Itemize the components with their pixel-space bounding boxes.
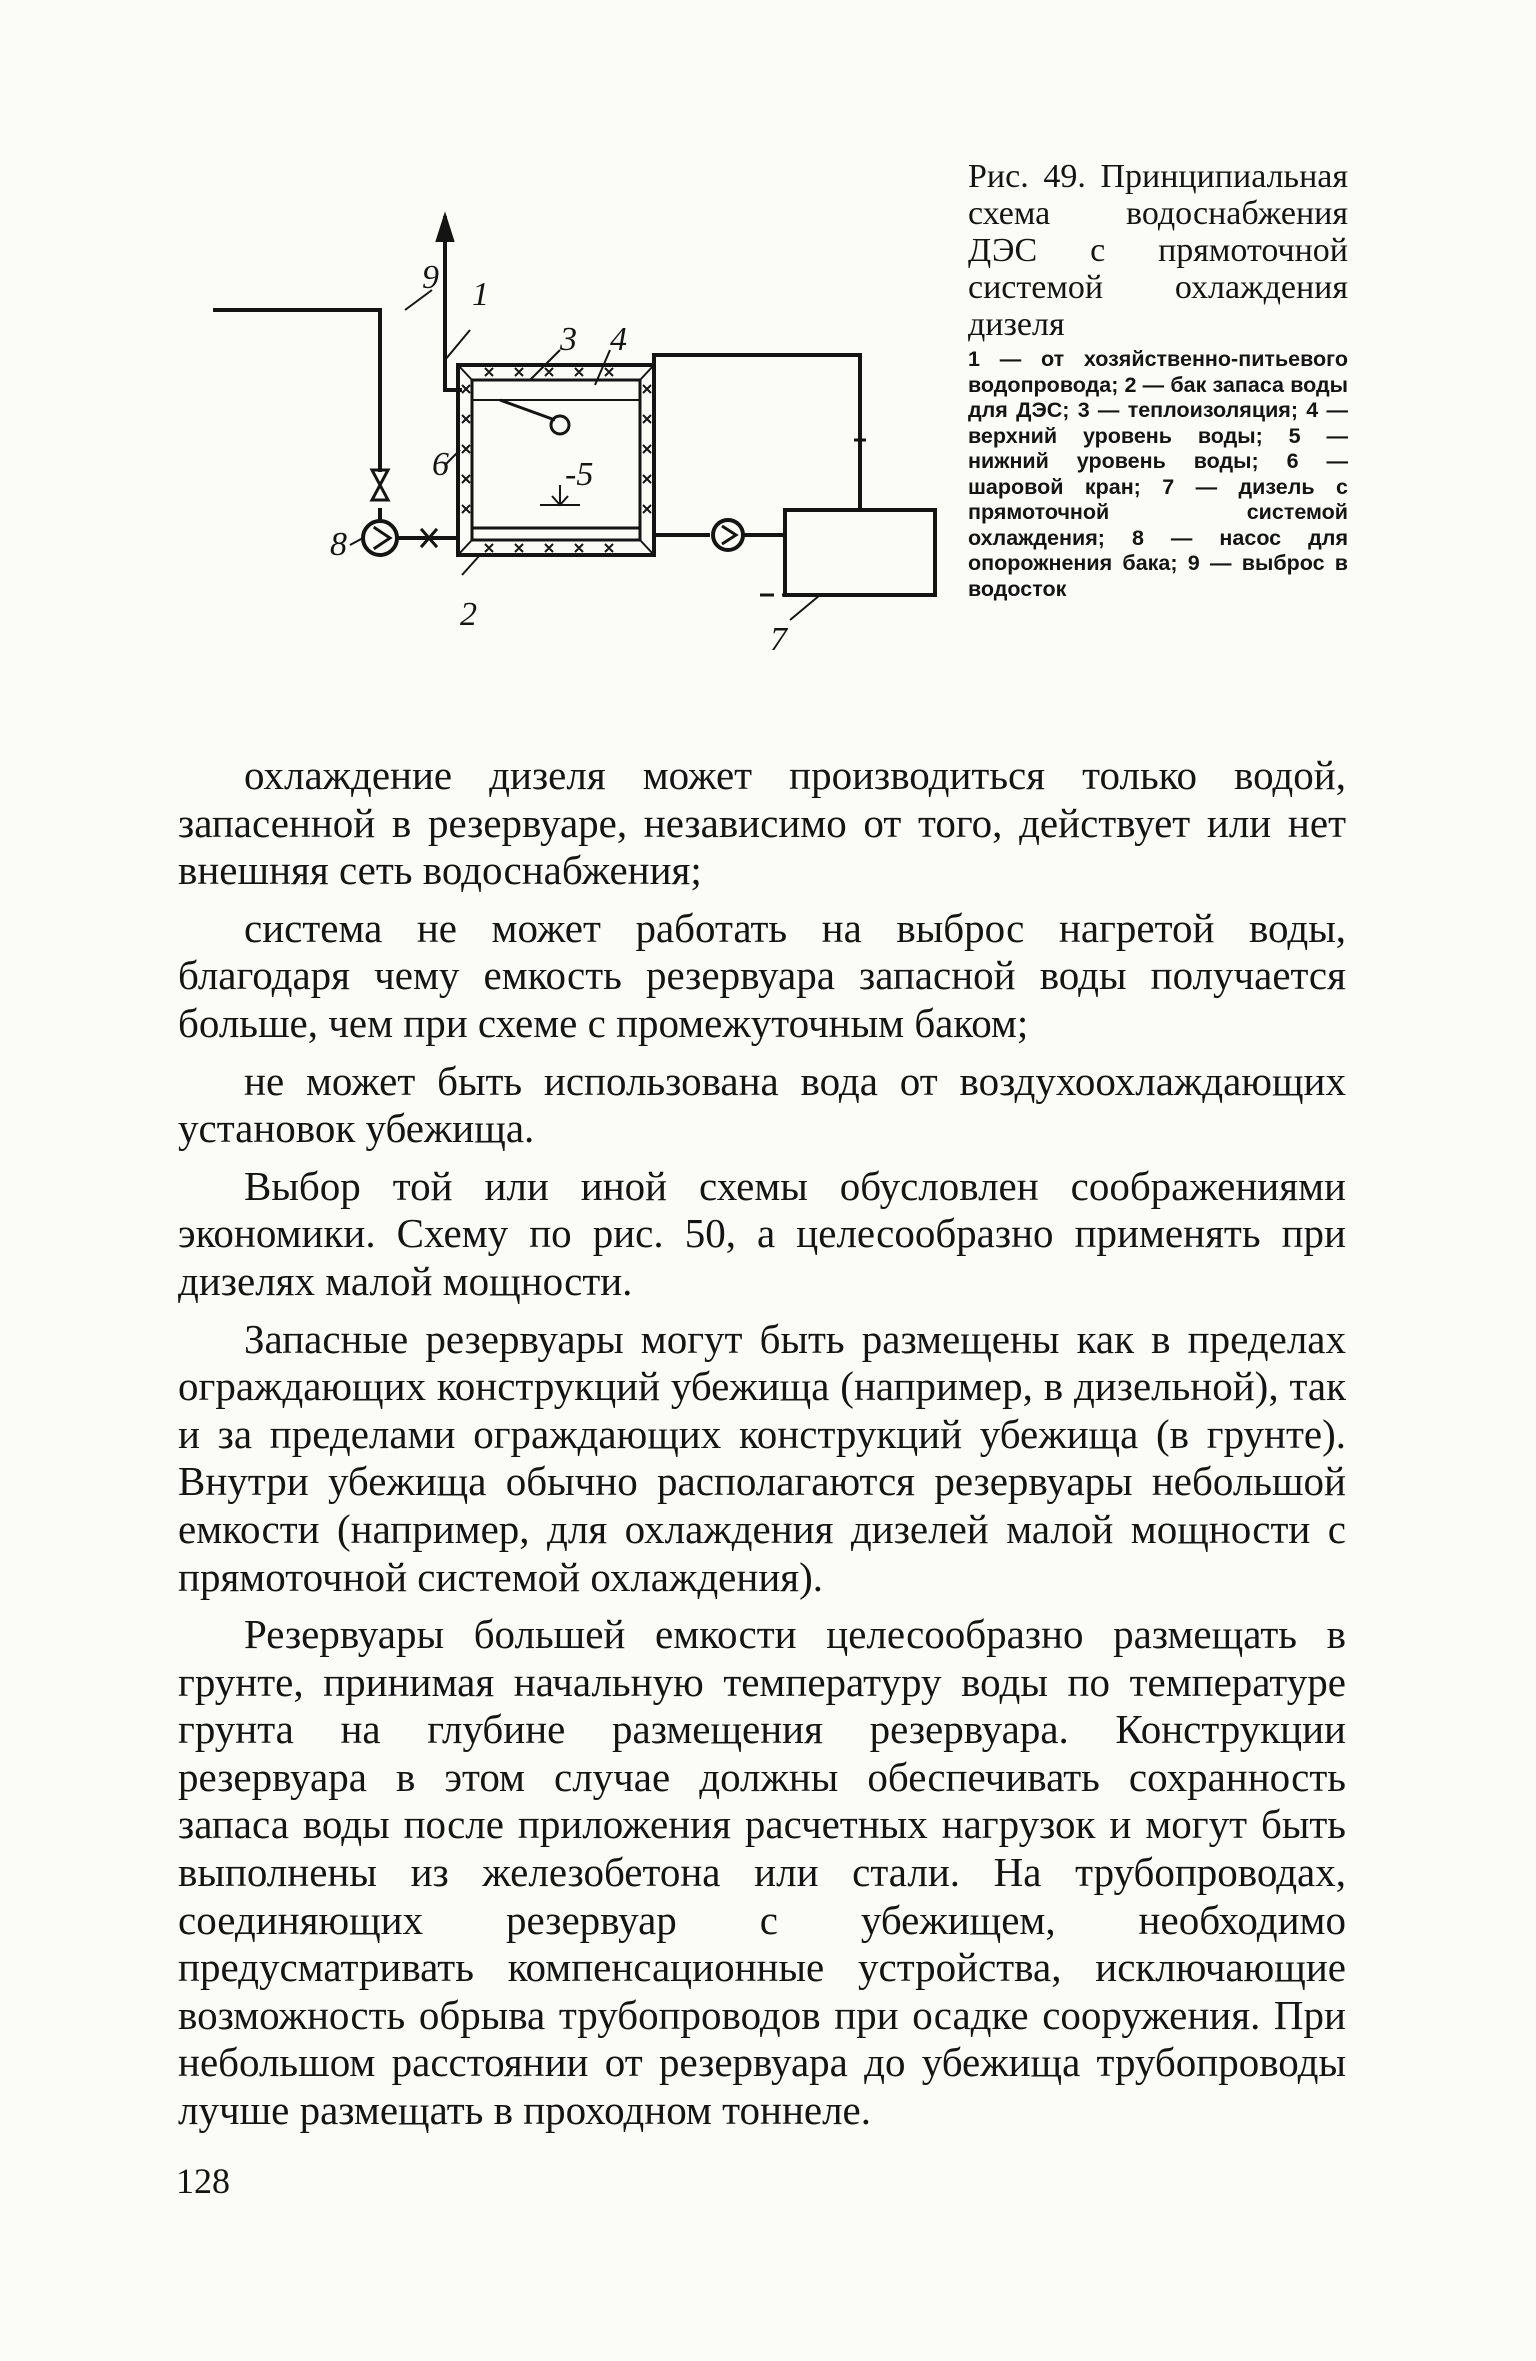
insulation-hatch: [462, 368, 651, 552]
figure-caption: [968, 158, 1348, 602]
label-9: 9: [422, 259, 439, 296]
label-2: 2: [460, 596, 477, 633]
paragraph: охлаждение дизеля может производиться только водой, запасенной в резервуаре, независимо от того, действует или нет внешняя сеть водоснабжения;: [178, 752, 1346, 894]
body-text: [178, 752, 1346, 2145]
paragraph: система не может работать на выброс нагретой воды, благодаря чему емкость резервуара запасной воды получается больше, чем при схеме с промежуточным баком;: [178, 904, 1346, 1046]
drain-pipe-9: [215, 310, 380, 470]
return-pipe: [654, 355, 860, 510]
label-8: 8: [330, 526, 347, 563]
caption-legend: 1 — от хозяйственно-питьевого водопровода; 2 — бак запаса воды для ДЭС; 3 — теплоизоляция; 4 — верхний уровень воды; 5 — нижний уровень воды; 6 — шаровой кран; 7 — дизель с прямоточной системой охлаждения; 8 — насос для опорожнения бака; 9 — выброс в водосток: [968, 347, 1348, 601]
diesel-7: [785, 510, 935, 595]
label-5: -5: [565, 456, 594, 493]
paragraph: Выбор той или иной схемы обусловлен соображениями экономики. Схему по рис. 50, а целесообразно применять при дизелях малой мощности.: [178, 1162, 1346, 1304]
arrow-up-icon: [438, 218, 452, 240]
paragraph: Запасные резервуары могут быть размещены как в пределах ограждающих конструкций убежища (например, в дизельной), так и за пределами ограждающих конструкций убежища (в грунте). Внутри убежища обычно располагаются резервуары небольшой емкости (например, для охлаждения дизелей малой мощности с прямоточной системой охлаждения).: [178, 1315, 1346, 1600]
label-1: 1: [472, 276, 489, 313]
label-4: 4: [610, 321, 627, 358]
page-number: 128: [176, 2161, 230, 2201]
caption-title: Рис. 49. Принципиальная схема водоснабжения ДЭС с прямоточной системой охлаждения дизеля: [968, 158, 1348, 343]
tank-2: [458, 365, 654, 555]
label-6: 6: [432, 446, 449, 483]
label-3: 3: [560, 321, 577, 358]
valve-icon: [372, 470, 388, 500]
paragraph: Резервуары большей емкости целесообразно размещать в грунте, принимая начальную температуру воды по температуре грунта на глубине размещения резервуара. Конструкции резервуара в этом случае должны обеспечивать сохранность запаса воды после приложения расчетных нагрузок и могут быть выполнены из железобетона или стали. На трубопроводах, соединяющих резервуар с убежищем, необходимо предусматривать компенсационные устройства, исключающие возможность обрыва трубопроводов при осадке сооружения. При небольшом расстоянии от резервуара до убежища трубопроводы лучше размещать в проходном тоннеле.: [178, 1611, 1346, 2134]
label-7: 7: [770, 621, 787, 658]
paragraph: не может быть использована вода от воздухоохлаждающих установок убежища.: [178, 1057, 1346, 1152]
water-supply-schematic: [200, 210, 940, 680]
